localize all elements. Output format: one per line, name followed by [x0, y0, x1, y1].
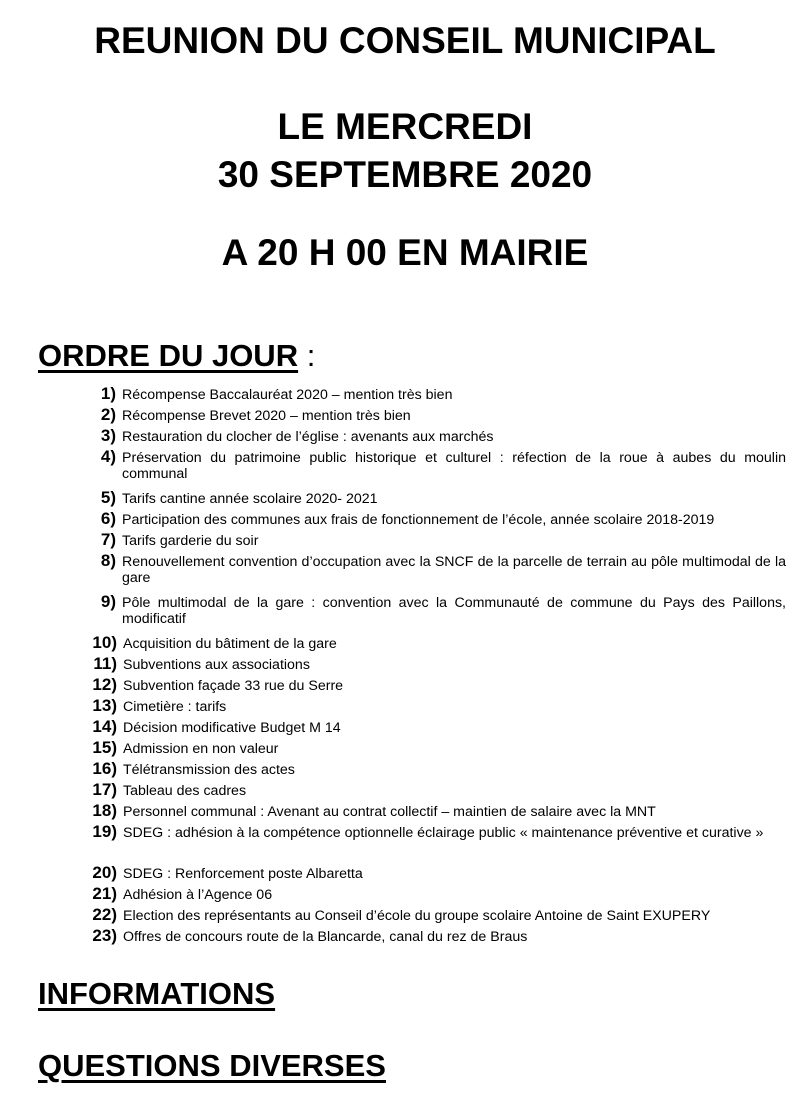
- agenda-item-text: Pôle multimodal de la gare : convention avec la Communauté de commune du Pays des Paillons, modificatif: [122, 595, 786, 627]
- agenda-item-number: 2): [100, 405, 116, 424]
- agenda-item: [86, 759, 786, 778]
- agenda-item-text: Adhésion à l’Agence 06: [123, 887, 273, 903]
- agenda-item: [86, 633, 786, 652]
- agenda-item-text: Acquisition du bâtiment de la gare: [123, 636, 337, 652]
- document-title: REUNION DU CONSEIL MUNICIPAL: [94, 20, 716, 61]
- questions-heading: [38, 1050, 386, 1081]
- agenda-item: [86, 384, 786, 403]
- agenda-item: [86, 654, 786, 673]
- agenda-item: [86, 405, 786, 424]
- agenda-item-number: 9): [100, 592, 116, 611]
- agenda-item-text: Subvention façade 33 rue du Serre: [123, 678, 344, 694]
- agenda-item-text: Subventions aux associations: [123, 657, 310, 673]
- agenda-item-number: 1): [100, 384, 116, 403]
- questions-heading-text: QUESTIONS DIVERSES: [38, 1048, 386, 1083]
- agenda-item-number: 21): [92, 884, 117, 903]
- agenda-item-text: Tableau des cadres: [123, 783, 247, 799]
- agenda-item-number: 14): [92, 717, 117, 736]
- agenda-item-text: Participation des communes aux frais de fonctionnement de l’école, année scolaire 2018-2019: [122, 512, 715, 528]
- agenda-item: [86, 675, 786, 694]
- agenda-item-number: 19): [92, 822, 117, 841]
- agenda-item-number: 18): [92, 801, 117, 820]
- agenda-item-text: Admission en non valeur: [123, 741, 279, 757]
- agenda-item-number: 6): [100, 509, 116, 528]
- agenda-item-number: 5): [100, 488, 116, 507]
- meeting-day: LE MERCREDI: [277, 106, 533, 147]
- agenda-item: [86, 717, 786, 736]
- agenda-item-text: Tarifs cantine année scolaire 2020- 2021: [122, 491, 378, 507]
- informations-heading-text: INFORMATIONS: [38, 976, 276, 1011]
- meeting-time-place: A 20 H 00 EN MAIRIE: [221, 232, 589, 273]
- agenda-item-number: 13): [92, 696, 117, 715]
- agenda-item: [86, 780, 786, 799]
- agenda-item: [86, 926, 786, 945]
- agenda-item-number: 11): [93, 654, 117, 673]
- agenda-item-number: 3): [100, 426, 116, 445]
- agenda-item: [86, 592, 786, 627]
- agenda-item-number: 16): [92, 759, 117, 778]
- agenda-item-text: Renouvellement convention d’occupation avec la SNCF de la parcelle de terrain au pôle multimodal de la gare: [122, 554, 786, 586]
- agenda-item-text: Offres de concours route de la Blancarde, canal du rez de Braus: [123, 929, 528, 945]
- agenda-item-number: 17): [92, 780, 117, 799]
- agenda-item-text: Election des représentants au Conseil d’école du groupe scolaire Antoine de Saint EXUPERY: [123, 908, 711, 924]
- agenda-item-text: Cimetière : tarifs: [123, 699, 227, 715]
- meeting-date: 30 SEPTEMBRE 2020: [217, 154, 593, 195]
- agenda-item-text: SDEG : adhésion à la compétence optionnelle éclairage public « maintenance préventive et curative »: [123, 825, 764, 841]
- agenda-item-number: 8): [100, 551, 116, 570]
- agenda-item: [86, 488, 786, 507]
- informations-heading: [38, 978, 275, 1009]
- agenda-item-text: Préservation du patrimoine public historique et culturel : réfection de la roue à aubes du moulin communal: [122, 450, 786, 482]
- agenda-heading-colon: :: [298, 338, 316, 373]
- agenda-item: [86, 884, 786, 903]
- agenda-item: [86, 822, 786, 841]
- agenda-item: [86, 426, 786, 445]
- agenda-item-text: SDEG : Renforcement poste Albaretta: [123, 866, 363, 882]
- agenda-item: [86, 447, 786, 482]
- agenda-item-number: 10): [92, 633, 117, 652]
- agenda-item-number: 22): [92, 905, 117, 924]
- agenda-heading: ORDRE DU JOUR: [38, 338, 299, 373]
- agenda-item: [86, 801, 786, 820]
- agenda-item-text: Récompense Baccalauréat 2020 – mention très bien: [122, 387, 453, 403]
- agenda-item: [86, 863, 786, 882]
- agenda-item-number: 20): [92, 863, 117, 882]
- agenda-item: [86, 530, 786, 549]
- agenda-item-number: 23): [92, 926, 117, 945]
- agenda-item-text: Personnel communal : Avenant au contrat collectif – maintien de salaire avec la MNT: [123, 804, 656, 820]
- agenda-item-number: 12): [92, 675, 117, 694]
- agenda-item-text: Restauration du clocher de l’église : avenants aux marchés: [122, 429, 494, 445]
- agenda-item: [86, 696, 786, 715]
- agenda-heading-row: [38, 340, 315, 371]
- agenda-item: [86, 551, 786, 586]
- agenda-item-number: 4): [100, 447, 116, 466]
- agenda-item-text: Tarifs garderie du soir: [122, 533, 259, 549]
- agenda-item: [86, 509, 786, 528]
- agenda-item: [86, 905, 786, 924]
- agenda-item-text: Récompense Brevet 2020 – mention très bien: [122, 408, 411, 424]
- agenda-item-text: Décision modificative Budget M 14: [123, 720, 341, 736]
- agenda-item-number: 7): [100, 530, 116, 549]
- agenda-item-number: 15): [92, 738, 117, 757]
- agenda-item-text: Télétransmission des actes: [123, 762, 295, 778]
- agenda-item: [86, 738, 786, 757]
